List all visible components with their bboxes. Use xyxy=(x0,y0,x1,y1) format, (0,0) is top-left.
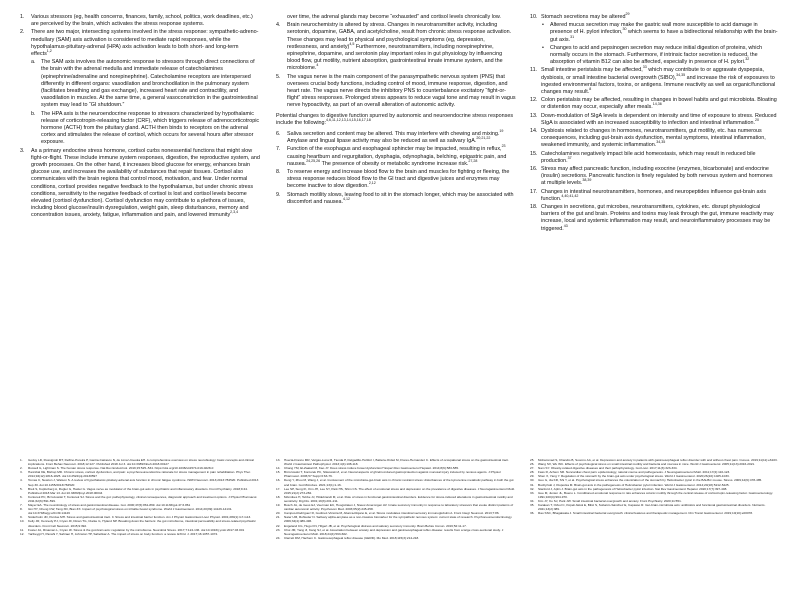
item-number: 12. xyxy=(530,97,538,104)
references-column-right xyxy=(530,458,778,515)
reference-item xyxy=(20,507,260,515)
item-number: 17. xyxy=(530,188,538,195)
ref-number: 4. xyxy=(20,478,23,483)
ref-text: Mohammad S, Chandio B, Soomro AA, et al. Depression and anxiety in patients with gastroesophageal reflux disorder with and without chest pain. Cureus. 2019;11(11):e6103. xyxy=(538,458,778,462)
list-item xyxy=(276,169,516,191)
ref-number: 2. xyxy=(20,466,23,471)
list-item xyxy=(530,128,778,150)
ref-text: Foster JA, Rinaman L, Cryan JF. Stress & the gut-brain axis: regulation by the microbiome. Neurobiol Stress. 2017;7:124-136. doi:10.1016/j.ynstr.2017.03.001 xyxy=(28,527,245,532)
list-item xyxy=(530,113,778,127)
references-column-middle xyxy=(276,458,516,540)
item-number: 15. xyxy=(530,150,538,157)
bullet-text: Changes to acid and pepsinogen secretion may reduce initial digestion of proteins, which normally occurs in the stomach. Furthermore, if intrinsic factor secretion is reduced, the absorption of vitamin B12 can also be affected, especially in presence of H. pylori. xyxy=(550,44,763,66)
ref-text: Fass R, Achem SR. Noncardiac chest pain: epidemiology, natural course and pathogenesis. J Neurogastroenterol Motil. 2011;17(2):110-123. xyxy=(538,470,731,475)
ref-text: Godoy LD, Rossignoli MT, Delfino-Pereira P, Garcia-Cairasco N, de Lima Umeoka EH. A comprehensive overview on stress neurobiology: basic concepts and clinical implications. Front Behav Neurosci. 2018;12:127. Published 2018 Jul 3. doi:10.3389/fnbeh.2018.00127 xyxy=(28,458,254,467)
ref-text: Karakan T, Ozkul C, Küpeli Akkol E, Bilici S, Sobarzo-Sánchez E, Capasso R. Gut-brain-microbiota axis: antibiotics and functional gastrointestinal disorders. Nutrients. 2021;13(2):389. xyxy=(538,503,766,512)
citation: 37 xyxy=(567,156,572,161)
item-text-extra: Furthermore, neurotransmitters, including norepinephrine, epinephrine, dopamine, and serotonin play important roles in gut physiology by influencing blood flow, gut motility, nutrient absorption, gastrointestinal innate immune system, and the microbiome. xyxy=(287,43,503,72)
item-number: 7. xyxy=(276,146,281,153)
citation: 29 xyxy=(625,12,630,17)
reference-item xyxy=(20,532,260,536)
ref-text: Guo G, Jia KR, Shi Y, et al. Psychological stress enhances the colonization of the stomach by Helicobacter pylori in the BALB/c mouse. Stress. 2009;12(6):478-485. xyxy=(538,478,763,483)
citation: 4,40,41,42 xyxy=(561,194,579,199)
ref-number: 1. xyxy=(20,458,23,462)
ref-text: Rao SSC, Bhagatwala J. Small intestinal bacterial overgrowth: clinical features and therapeutic management. Clin Transl Gastroenterol. 2019;10(10):e00078. xyxy=(538,511,753,516)
ref-text: Brzozowski T, Konturek PC, Sliwowski Z, et al. Neural aspects of ghrelin-induced gastroprotection against mucosal injury induced by noxious agents. J Physiol Pharmacol. 2006;57 Suppl 6:63-76. xyxy=(284,470,501,479)
item-number: 16. xyxy=(530,166,538,173)
ref-number: 31. xyxy=(530,482,535,487)
ref-text: Bosch JA, de Geus EJ, Veerman EC, Hoogstraten J, Nieuw Amerongen AV. Innate secretory immunity in response to laboratory stressors that evoke distinct patterns of cardiac autonomic activity. Psychosom Med. 2003;65(2):245-258. xyxy=(284,503,514,512)
ref-text: Stanford J, Aplin J. Brain-gut axis in the pathogenesis of Helicobacter pylori infection. Nat Rev Gastroenterol Hepatol. 2020;17(7):397-408. xyxy=(538,486,728,491)
citation: 2,12 xyxy=(368,181,376,186)
list-item xyxy=(276,22,516,72)
reference-item xyxy=(276,478,516,486)
ref-number: 10. xyxy=(20,519,25,524)
item-text: The presence of obesity or metabolic syndrome increase risk. xyxy=(320,160,469,167)
ref-number: 17. xyxy=(276,486,281,491)
column-right xyxy=(530,14,778,234)
item-number: 14. xyxy=(530,128,538,135)
bullet-item xyxy=(530,22,778,44)
item-text: Various stressors (eg, health concerns, finances, family, school, politics, work deadlines, etc.) are perceived by the brain, which activates the stress response systems. xyxy=(31,14,253,28)
ref-number: 21. xyxy=(276,515,281,520)
item-text: Down-modulation of SIgA levels is dependent on intensity and time of exposure to stress. Reduced SIgA is associated with an increased susceptibility to infection and intestinal inflammation. xyxy=(541,112,777,126)
ref-number: 26. xyxy=(530,462,535,467)
ref-text: Campos-Rodríguez R, Godínez-Victoria M, Abarca-Rojano E, et al. Stress modulates intestinal secretory immunoglobulin A. Front Integr Neurosci. 2013;7:86. xyxy=(284,511,500,516)
bullet-item xyxy=(530,45,778,67)
item-number: 5. xyxy=(276,73,281,80)
citation: 32 xyxy=(745,57,750,62)
item-text: Changes in secretions, gut microbes, neurotransmitters, cytokines, etc. disrupt physiological barriers of the gut and brain. Proteins and toxins may leak through the gut, immune reactivity may increase, local and systemic inflammation may result, and neuroinflammatory processes may be triggered. xyxy=(541,204,774,232)
column-middle xyxy=(276,14,516,207)
reference-item xyxy=(20,478,260,486)
ref-text: Wang SX, Wu WC. Effects of psychological stress on small intestinal motility and bacteria and mucosa in mice. World J Gastroenterol. 2005;11(13):2016-2021. xyxy=(538,462,756,467)
ref-text: Budzyński J, Kłopocka M. Brain-gut axis in the pathogenesis of Helicobacter pylori infection. World J Gastroenterol. 2014;20(18):5212-5225. xyxy=(538,482,730,487)
ref-text: Shen X, Yang Y. Regulation of the stomach by the brain-gut axis under psychological stress. World J Gastroenterol. 2020;26(10):1025-1033. xyxy=(538,474,730,479)
ref-text: Tomas C, Newton J, Watson S. A review of hypothalamic-pituitary-adrenal axis function in chronic fatigue syndrome. ISRN Neurosci. 2013;2013:784520. Published 2013 Sep 30. doi:10.1155/2013/784520 xyxy=(28,478,259,487)
list-item xyxy=(20,29,260,58)
bullet-text: which seems to have a bidirectional relationship with the brain-gut axis. xyxy=(550,29,778,43)
ref-text: Lee SP, Sung IK, Kim JH, Lee SY, Park HS, Shim CS. The effect of emotional stress and depression on the prevalence of digestive diseases. J Neurogastroenterol Motil. 2015;21(2):273-282. xyxy=(284,486,515,495)
ref-number: 7. xyxy=(20,503,23,508)
reference-item xyxy=(530,511,778,515)
reference-item xyxy=(530,503,778,511)
citation: 27,28 xyxy=(468,159,478,164)
ref-number: 9. xyxy=(20,515,23,520)
item-number: 9. xyxy=(276,191,281,198)
citation: 20,21,22 xyxy=(476,136,491,141)
ref-text: Hannibal KE, Bishop MD. Chronic stress, cortisol dysfunction, and pain: a psychoneuroendocrine rationale for stress management in pain rehabilitation. Phys Ther. 2014;94(12):1816-1825. doi:10.2522/ptj.20130597 xyxy=(28,470,251,479)
item-text: which may contribute to or aggravate dyspepsia, dysbiosis, or small intestine bacterial overgrowth (SIBO), xyxy=(541,67,764,81)
ref-text: Deng Y, Zhou M, Wang J, et al. Involvement of the microbiota-gut-brain axis in chronic restraint stress: disturbances of the kynurenine metabolic pathway in both the gut and brain. Gut Microbes. 2021;13(1):1-16. xyxy=(284,478,514,487)
sub-text: The HPA axis is the neuroendocrine response to stressors characterized by hypothalamic release of corticotropin-releasing factor (CRF), which triggers release of adrenocorticotropic hormone (ACTH) from the pituitary gland. ACTH then binds to receptors on the adrenal cortex and stimulates the release of cortisol, which occurs for several hours after stressor exposure. xyxy=(41,110,260,146)
item-text: and increase the risk of exposures to ingested environmental factors, toxins, or antigens. Immune reactivity as well as organic/functional changes may result. xyxy=(541,74,776,96)
item-number: 10. xyxy=(530,14,538,20)
ref-number: 16. xyxy=(276,478,281,483)
item-text: Dysbiosis related to changes in hormones, neurotransmitters, gut motility, etc. has numerous consequences, including gut-brain axis dysfunction, mental symptoms, intestinal inflammation, weakened immunity, and systemic inflammation. xyxy=(541,128,766,149)
bullet-text: Altered mucus secretion may make the gastric wall more susceptible to acid damage in presence of H. pylori infection, xyxy=(550,22,758,36)
reference-item xyxy=(276,515,516,523)
item-text: Function of the esophagus and esophageal sphincter may be impacted, resulting in reflux, xyxy=(287,146,502,153)
ref-text: Kim JY, Ko SJ, Park JW. Small intestinal bacterial overgrowth and anxiety. Front Psychiatry. 2020;11:551. xyxy=(538,498,682,503)
ref-number: 28. xyxy=(530,470,535,475)
sub-letter: a. xyxy=(31,59,36,66)
list-item xyxy=(276,131,516,145)
item-text: Stomach motility slows, leaving food to sit in the stomach longer, which may be associated with discomfort and nausea. xyxy=(287,191,514,205)
citation: 31 xyxy=(570,34,575,39)
ref-number: 20. xyxy=(276,511,281,516)
item-text: Catecholamines negatively impact bile acid homeostasis, which may result in reduced bile production. xyxy=(541,150,756,164)
reference-item xyxy=(20,458,260,466)
ref-text: Mayer EA. The neurobiology of stress and gastrointestinal disease. Gut. 2000;47(6):861-869. doi:10.1136/gut.47.6.861 xyxy=(28,503,191,508)
list-item xyxy=(276,14,516,21)
item-text: Small intestine peristalsis may be affected, xyxy=(541,67,643,74)
citation: 33 xyxy=(642,65,647,70)
item-number: 13. xyxy=(530,112,538,119)
item-text: The vagus nerve is the main component of the parasympathetic nervous system (PNS) that oversees crucial body functions, including control of mood, immune response, digestion, and heart rate. The vagus nerve directs the inhibitory PNS to counterbalance excitatory “fight-or-flight” stress responses. Prolonged stress appears to reduce vagal tone and may result in vagus nerve hypoactivity, as part of an overall alteration of autonomic activity. xyxy=(287,73,516,109)
citation: 19 xyxy=(499,129,504,134)
ref-text: Clarrett DM, Hachem C. Gastroesophageal reflux disease (GERD). Mo Med. 2018;115(3):214-218. xyxy=(284,535,420,540)
ref-number: 13. xyxy=(276,458,281,462)
reference-item xyxy=(20,519,260,527)
citation: 14,36 xyxy=(652,102,662,107)
intro-paragraph xyxy=(276,113,516,127)
bullet-icon: • xyxy=(542,22,544,29)
citation: 1,2 xyxy=(46,49,52,54)
ref-number: 8. xyxy=(20,507,23,512)
paragraph-text: Potential changes to digestive function spurred by autonomic and neuroendocrine stress responses include the following: xyxy=(276,112,514,126)
item-number: 18. xyxy=(530,204,538,211)
ref-number: 5. xyxy=(20,486,23,491)
citation: 34,35 xyxy=(656,140,666,145)
ref-number: 15. xyxy=(276,470,281,475)
ref-number: 14. xyxy=(276,466,281,471)
item-text: As a primary endocrine stress hormone, cortisol curbs nonessential functions that might slow fight-or-flight. These include immune system responses, digestion, the reproductive system, and growth processes. On the other hand, it increases blood glucose for energy, enhances brain glucose use, and increases the availability of substances that repair tissues. Cortisol also communicates with the brain regions that control mood, motivation, and fear. Under normal conditions, cortisol provides negative feedback to the hypothalamus, but under chronic stress conditions, sensitivity to the negative feedback of cortisol is lost and cortisol levels become elevated (cortisol dysfunction). Cortisol dysfunction may contribute to a plethora of issues, including blood glucose/insulin dysregulation, weight gain, sleep disturbances, memory and concentration issues, anxiety, fatigue, inflammation and pain, and lowered immunity xyxy=(31,147,260,219)
ref-text: Yaribeygi H, Panahi Y, Sahraei H, Johnston TP, Sahebkar A. The impact of stress on body function: a review. EXCLI J. 2017;16:1057-1072. xyxy=(28,531,219,536)
reference-item xyxy=(20,487,260,495)
list-item xyxy=(530,97,778,111)
list-item xyxy=(530,166,778,188)
citation: 4,6,11,12,13,14,15,16,17,18 xyxy=(326,118,371,123)
reference-item xyxy=(20,495,260,503)
ref-text: Huerta-Franco MR, Vargas-Luna M, Tienda P, Delgadillo-Holtfort I, Balleza-Ordaz M, Flores-Hernandez C. Effects of occupational stress on the gastrointestinal tract. World J Gastrointest Pathophysiol. 2013;4(4):108-118. xyxy=(284,458,509,467)
list-item xyxy=(530,189,778,203)
list-item xyxy=(530,151,778,165)
citation: 2,3,4 xyxy=(230,210,239,215)
reference-item xyxy=(20,470,260,478)
list-item xyxy=(530,204,778,233)
ref-text: Kelly JR, Kennedy PJ, Cryan JF, Dinan TG, Clarke G, Hyland NP. Breaking down the barriers: the gut microbiome, intestinal permeability and stress-related psychiatric disorders. Front Cell Neurosci. 2015;9:392. xyxy=(28,519,256,528)
item-number: 8. xyxy=(276,169,281,176)
citation: 38,39 xyxy=(582,178,592,183)
ref-text: Gin HY, Cheng CW, Tang XD, Bian ZX. Impact of psychological stress on irritable bowel syndrome. World J Gastroenterol. 2014;20(39):14126-14131. doi:10.3748/wjg.v20.i39.14126 xyxy=(28,507,233,516)
citation: 8 xyxy=(589,87,592,92)
citation: 30 xyxy=(622,27,627,32)
ref-text: Chang YM, El-Zaatari M, Kao JY. Does stress induce bowel dysfunction? Expert Rev Gastroenterol Hepatol. 2014;8(6):583-585. xyxy=(284,466,459,471)
references-column-left xyxy=(20,458,260,536)
ref-text: Nam SY. Obesity-related digestive diseases and their pathophysiology. Gut Liver. 2017;11(3):323-334. xyxy=(538,466,678,471)
item-text: Saliva secretion and content may be altered. This may interfere with chewing and mixing. xyxy=(287,131,500,138)
item-text: There are two major, intersecting systems involved in the stress response: sympathetic-adreno-medullary (SAM) axis activation is considered to mediate rapid responses, while the hypothalamus-pituitary-adrenal (HPA) axis activation leads to both short- and long-term effects xyxy=(31,29,259,58)
sub-item xyxy=(20,59,260,109)
ref-number: 23. xyxy=(276,527,281,532)
list-item xyxy=(276,74,516,110)
ref-number: 36. xyxy=(530,511,535,516)
item-text: Colon peristalsis may be affected, resulting in changes in bowel habits and gut microbiota. Bloating or distention may occur, especially after meals. xyxy=(541,97,777,111)
ref-number: 32. xyxy=(530,486,535,491)
ref-text: Gue M, Junien JL, Bueno L. Conditioned emotional response in rats enhances colonic motility through the central release of corticotropin-releasing factor. Gastroenterology. 1991;100(4):964-970. xyxy=(538,490,774,499)
sub-item xyxy=(20,111,260,147)
ref-number: 33. xyxy=(530,490,535,495)
ref-number: 25. xyxy=(530,458,535,462)
list-item xyxy=(530,14,778,21)
ref-text: Breit S, Kupferberg A, Rogler G, Hasler G. Vagus nerve as modulator of the brain-gut axis in psychiatric and inflammatory disorders. Front Psychiatry. 2018;9:44. Published 2018 Mar 13. doi:10.3389/fpsyt.2018.00044 xyxy=(28,486,248,495)
item-number: 3. xyxy=(20,147,25,154)
ref-number: 18. xyxy=(276,494,281,499)
item-text: To reserve energy and increase blood flow to the brain and muscles for fighting or fleeing, the stress response reduces blood flow to the GI tract and digestive juices and enzymes may become inactive to slow digestion. xyxy=(287,169,510,190)
item-number: 11. xyxy=(530,67,538,74)
ref-text: Engeland CG, Hugo FN, Hilgert JB, et al. Psychological distress and salivary secretory immunity. Brain Behav Immun. 2016;52:11-17. xyxy=(284,523,467,528)
ref-number: 22. xyxy=(276,523,281,528)
ref-text: Söderholm JD, Perdue MH. Stress and gastrointestinal tract. II. Stress and intestinal barrier function. Am J Physiol Gastrointest Liver Physiol. 2001;280(1):G7-G13. xyxy=(28,515,252,520)
ref-number: 34. xyxy=(530,498,535,503)
reference-item xyxy=(276,487,516,495)
ref-text: Russell G, Lightman S. The human stress response. Nat Rev Endocrinol. 2019;15:525–534. https://doi.org/10.1038/s41574-019-0228-0 xyxy=(28,466,214,471)
item-number: 6. xyxy=(276,131,281,138)
item-text: Brain neurochemistry is altered by stress. Changes in neurotransmitter activity, including serotonin, dopamine, GABA, and acetylcholine, result from chronic stress response activation. These changes may lead to physical and psychological symptoms (eg, depression, restlessness, and anxiety) xyxy=(287,22,512,50)
list-item xyxy=(20,148,260,220)
ref-number: 30. xyxy=(530,478,535,483)
ref-text: Choi JM, Yang JI, Kang SJ, et al. Association between anxiety and depression and gastroesophageal reflux disease: results from a large cross-sectional study. J Neurogastroenterol Motil. 2018;24(4):593-602. xyxy=(284,527,504,536)
citation: 4,12 xyxy=(343,197,351,202)
list-item xyxy=(20,14,260,28)
ref-number: 6. xyxy=(20,494,23,499)
item-number: 4. xyxy=(276,22,281,29)
reference-item xyxy=(276,495,516,503)
reference-item xyxy=(530,491,778,499)
list-item xyxy=(276,192,516,206)
ref-number: 11. xyxy=(20,527,25,532)
citation: 4,5 xyxy=(349,42,355,47)
list-item xyxy=(276,146,516,168)
ref-number: 27. xyxy=(530,466,535,471)
item-number: 2. xyxy=(20,29,25,36)
reference-item xyxy=(276,503,516,511)
citation: 43 xyxy=(563,223,568,228)
column-left xyxy=(20,14,260,221)
list-item xyxy=(530,67,778,96)
item-text: Amylase and lingual lipase activity may also be reduced as well as salivary IgA. xyxy=(287,138,477,145)
continued-text: over time, the adrenal glands may become “exhausted” and cortisol levels chronically low. xyxy=(287,14,501,20)
sub-text: The SAM axis involves the autonomic response to stressors through direct connections of the brain with the adrenal medulla and immediate release of catecholamines (epinephrine/adrenaline and norepinephrine). Catecholamine receptors are interspersed differently in different organs: vasodilation and bronchodilation in the pulmonary system (facilitates breathing and gas exchange), increased heart rate and contractility, and vasodilation in muscles. At the same time, a general vasoconstriction in the gastrointestinal system may lead to “GI shutdown.” xyxy=(41,59,258,109)
ref-text: Konturek PC, Brzozowski T, Konturek SJ. Stress and the gut: pathophysiology, clinical consequences, diagnostic approach and treatment options. J Physiol Pharmacol. 2011;62(6):591-599. xyxy=(28,494,258,503)
ref-text: Mönnikes H, Tebbe JJ, Hildebrandt M, et al. Role of stress in functional gastrointestinal disorders. Evidence for stress-induced alterations in gastrointestinal motility and sensitivity. Dig Dis. 2001;19(3):201-211. xyxy=(284,494,513,503)
reference-item xyxy=(276,470,516,478)
citation: 20 xyxy=(754,118,759,123)
ref-number: 19. xyxy=(276,503,281,508)
citation: 4 xyxy=(316,63,319,68)
reference-item xyxy=(276,536,516,540)
item-text: Stress may affect pancreatic function, including exocrine (enzymes, bicarbonate) and endocrine (insulin) secretions. Pancreatic function is finely regulated by both nervous system and hormones at multiple levels. xyxy=(541,166,773,187)
reference-item xyxy=(276,458,516,466)
ref-number: 29. xyxy=(530,474,535,479)
bullet-icon: • xyxy=(542,44,544,51)
citation: 34,35 xyxy=(676,72,686,77)
item-number: 1. xyxy=(20,14,25,20)
sub-letter: b. xyxy=(31,110,36,117)
item-text: Changes in intestinal neurotransmitters, hormones, and neuropeptides influence gut-brain axis function. xyxy=(541,188,767,202)
reference-item xyxy=(276,528,516,536)
item-text: causing heartburn and regurgitation, dysphagia, odynophagia, belching, epigastric pain, and nausea. xyxy=(287,153,507,167)
item-text: Stomach secretions may be altered xyxy=(541,14,626,20)
ref-text: Nater UM, Rohleder N. Salivary alpha-amylase as a non-invasive biomarker for the sympathetic nervous system: current state of research. Psychoneuroendocrinology. 2009;34(4):486-496. xyxy=(284,515,513,524)
ref-number: 35. xyxy=(530,503,535,508)
ref-number: 24. xyxy=(276,535,281,540)
citation: 23 xyxy=(501,144,506,149)
ref-number: 3. xyxy=(20,470,23,475)
ref-number: 12. xyxy=(20,531,25,536)
citation: 24,25,26 xyxy=(306,159,321,164)
